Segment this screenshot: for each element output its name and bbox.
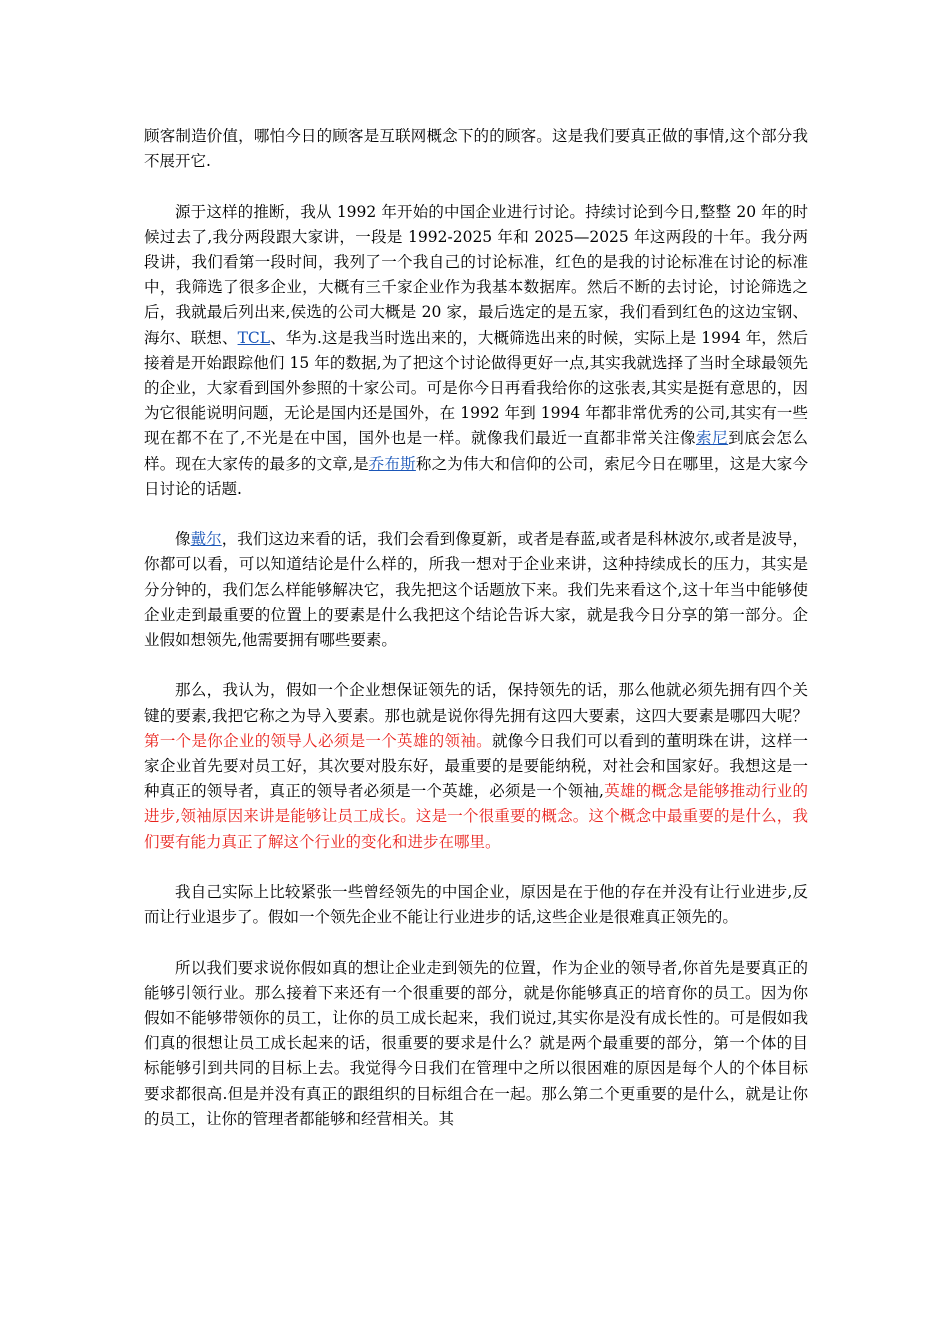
paragraph-5-text: 我自己实际上比较紧张一些曾经领先的中国企业，原因是在于他的存在并没有让行业进步,反而让行业退步了。假如一个领先企业不能让行业进步的话,这些企业是很难真正领先的。	[144, 883, 808, 927]
link-jobs[interactable]: 乔布斯	[368, 454, 416, 473]
paragraph-2-text-a: 源于这样的推断，我从 1992 年开始的中国企业进行讨论。持续讨论到今日,整整 20 年的时候过去了,我分两段跟大家讲，一段是 1992-2025 年和 2025—2025 年这两段的十年。我分两段讲，我们看第一段时间，我列了一个我自己的讨论标准，红色的是我的讨论标准在讨论的标准中，我筛选了很多企业，大概有三千家企业作为我基本数据库。然后不断的去讨论，讨论筛选之后，我就最后列出来,侯选的公司大概是 20 家，最后选定的是五家，我们看到红色的这边宝钢、海尔、联想、	[144, 202, 808, 347]
paragraph-4-text-a: 那么，我认为，假如一个企业想保证领先的话，保持领先的话，那么他就必须先拥有四个关键的要素,我把它称之为导入要素。那也就是说你得先拥有这四大要素，这四大要素是哪四大呢？	[144, 681, 808, 725]
link-dell[interactable]: 戴尔	[190, 530, 222, 549]
paragraph-2-text-b: 、华为.这是我当时选出来的，大概筛选出来的时候，实际上是 1994 年，然后接着是开始跟踪他们 15 年的数据,为了把这个讨论做得更好一点,其实我就选择了当时全球最领先的企业，大家看到国外参照的十家公司。可是你今日再看我给你的这张表,其实是挺有意思的，因为它很能说明问题，无论是国内还是国外，在 1992 年到 1994 年都非常优秀的公司,其实有一些现在都不在了,不光是在中国，国外也是一样。就像我们最近一直都非常关注像	[144, 328, 808, 448]
link-sony[interactable]: 索尼	[696, 429, 729, 448]
paragraph-3-text-a: 像	[175, 530, 191, 549]
paragraph-6	[144, 956, 808, 1132]
document-page	[144, 124, 808, 1157]
paragraph-4-text-b: 就像今日我们可以看到的董明珠在讲，这样一家企业首先要对员工好，其次要对股东好，最重要的是要能纳税，对社会和国家好。我想这是一种真正的领导者，真正的领导者必须是一个英雄，必须是一个领袖,	[144, 731, 808, 801]
paragraph-1-text: 顾客制造价值，哪怕今日的顾客是互联网概念下的的顾客。这是我们要真正做的事情,这个部分我不展开它.	[144, 127, 808, 171]
paragraph-4	[144, 678, 808, 854]
paragraph-6-text: 所以我们要求说你假如真的想让企业走到领先的位置，作为企业的领导者,你首先是要真正的能够引领行业。那么接着下来还有一个很重要的部分，就是你能够真正的培育你的员工。因为你假如不能够带领你的员工，让你的员工成长起来，我们说过,其实你是没有成长性的。可是假如我们真的很想让员工成长起来的话，很重要的要求是什么？就是两个最重要的部分，第一个体的目标能够引到共同的目标上去。我觉得今日我们在管理中之所以很困难的原因是每个人的个体目标要求都很高.但是并没有真正的跟组织的目标组合在一起。那么第二个更重要的是什么，就是让你的员工，让你的管理者都能够和经营相关。其	[144, 958, 808, 1128]
highlight-red-2: 英雄的概念是能够推动行业的进步,领袖原因来讲是能够让员工成长。这是一个很重要的概念。这个概念中最重要的是什么，我们要有能力真正了解这个行业的变化和进步在哪里。	[144, 782, 808, 851]
paragraph-1	[144, 124, 808, 174]
link-tcl[interactable]: TCL	[237, 328, 271, 347]
paragraph-3-text-b: ，我们这边来看的话，我们会看到像夏新，或者是春蓝,或者是科林波尔,或者是波导，你都可以看，可以知道结论是什么样的，所我一想对于企业来讲，这种持续成长的压力，其实是分分钟的，我们怎么样能够解决它，我先把这个话题放下来。我们先来看这个,这十年当中能够使企业走到最重要的位置上的要素是什么我把这个结论告诉大家，就是我今日分享的第一部分。企业假如想领先,他需要拥有哪些要素。	[144, 530, 808, 650]
paragraph-2-text-d: 称之为伟大和信仰的公司，索尼今日在哪里，这是大家今日讨论的话题.	[144, 454, 808, 498]
paragraph-3	[144, 527, 808, 653]
paragraph-5	[144, 880, 808, 930]
paragraph-2-text-c: 到底会怎么样。现在大家传的最多的文章,是	[144, 429, 808, 473]
paragraph-2	[144, 200, 808, 502]
highlight-red-1: 第一个是你企业的领导人必须是一个英雄的领袖。	[144, 731, 492, 750]
